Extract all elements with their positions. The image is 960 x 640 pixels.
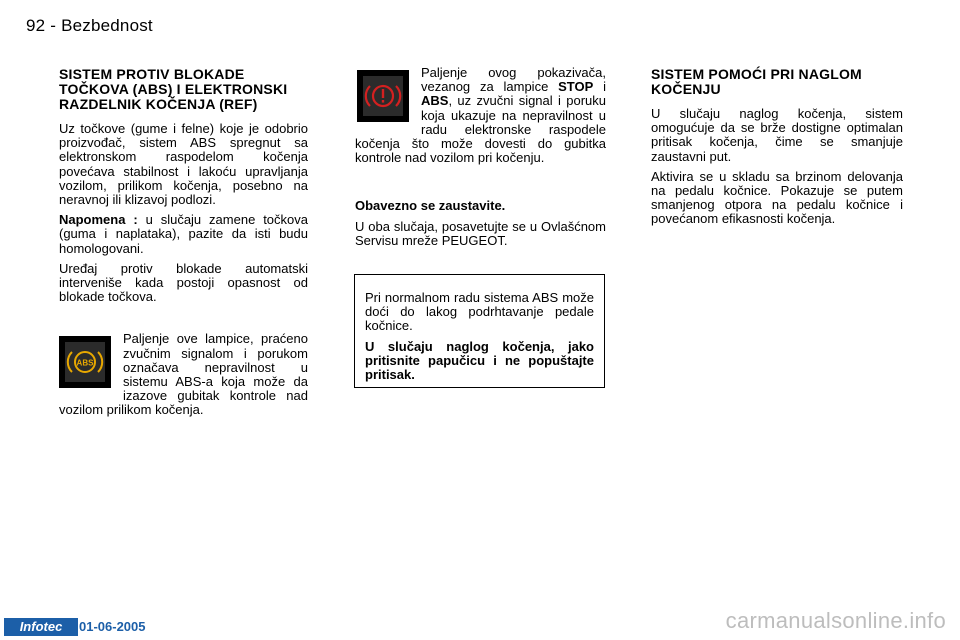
service-paragraph: U oba slučaja, posavetujte se u Ovlašćnom Servisu mreže PEUGEOT. — [355, 218, 606, 248]
abs-lamp-paragraph: Paljenje ove lampice, praćeno zvučnim signalom i porukom označava nepravilnost u sistemu ABS-a koja može da izazove gubitak kontrole nad vozilom prilikom kočenja. — [59, 331, 308, 418]
brake-warning-icon — [357, 70, 409, 122]
stop-label: STOP — [558, 79, 594, 95]
abs-label: ABS — [421, 93, 449, 109]
footer-watermark: carmanualsonline.info — [725, 608, 946, 633]
brake-text-c: , uz zvučni signal i poruku koja ukazuje na nepravilnost u radu elektronske raspodele kočenja što može dovesti do gubitka kontrole nad vozilom pri kočenju. — [355, 93, 606, 166]
abs-note-paragraph — [59, 213, 308, 256]
abs-heading: SISTEM PROTIV BLOKADE TOČKOVA (ABS) I ELEKTRONSKI RAZDELNIK KOČENJA (REF) — [59, 66, 288, 112]
page-header — [26, 16, 153, 36]
note-label: Napomena : — [59, 212, 138, 228]
footer-date: 01-06-2005 — [79, 619, 146, 634]
column-emergency-braking — [651, 67, 903, 233]
abs-intro-paragraph: Uz točkove (gume i felne) koje je odobrio proizvođač, sistem ABS spregnut sa elektronskom raspodelom kočenja povećava stabilnost i lakoću upravljanja vozilom, prilikom kočenja, posebno na neravnoj ili klizavoj podlozi. — [59, 121, 308, 208]
emergency-braking-heading: SISTEM POMOĆI PRI NAGLOM KOČENJU — [651, 66, 862, 97]
box-bold-paragraph: U slučaju naglog kočenja, jako pritisnite papučicu i ne popuštajte pritisak. — [365, 338, 594, 383]
brake-text-b: i — [593, 79, 606, 95]
note-text: u slučaju zamene točkova (guma i naplataka), pazite da isti budu homologovani. — [59, 212, 308, 256]
abs-icon-label: ABS — [76, 358, 94, 368]
abs-warning-icon — [59, 336, 111, 388]
abs-auto-paragraph: Uređaj protiv blokade automatski interveniše kada postoji opasnost od blokade točkova. — [59, 260, 308, 305]
box-paragraph: Pri normalnom radu sistema ABS može doći do lakog podrhtavanje pedale kočnice. — [365, 290, 594, 334]
column-abs — [59, 67, 308, 424]
emergency-para1: U slučaju naglog kočenja, sistem omogućuje da se brže dostigne optimalan pritisak kočenja, čime se smanjuje zaustavni put. — [651, 106, 903, 164]
section-title: Bezbednost — [61, 16, 153, 35]
infotec-logo: Infotec — [4, 618, 78, 636]
header-separator: - — [50, 16, 57, 35]
column-brake — [355, 66, 606, 254]
must-stop-text: Obavezno se zaustavite. — [355, 198, 506, 214]
emergency-para2: Aktivira se u skladu sa brzinom delovanja na pedalu kočnice. Pokazuje se putem smanjenog otpora na pedalu kočnice i povećanom efikasnosti kočenja. — [651, 168, 903, 227]
brake-text-a: Paljenje ovog pokazivača, vezanog za lampice — [421, 65, 606, 95]
page-number: 92 — [26, 16, 46, 35]
normal-operation-note-box — [354, 274, 605, 388]
